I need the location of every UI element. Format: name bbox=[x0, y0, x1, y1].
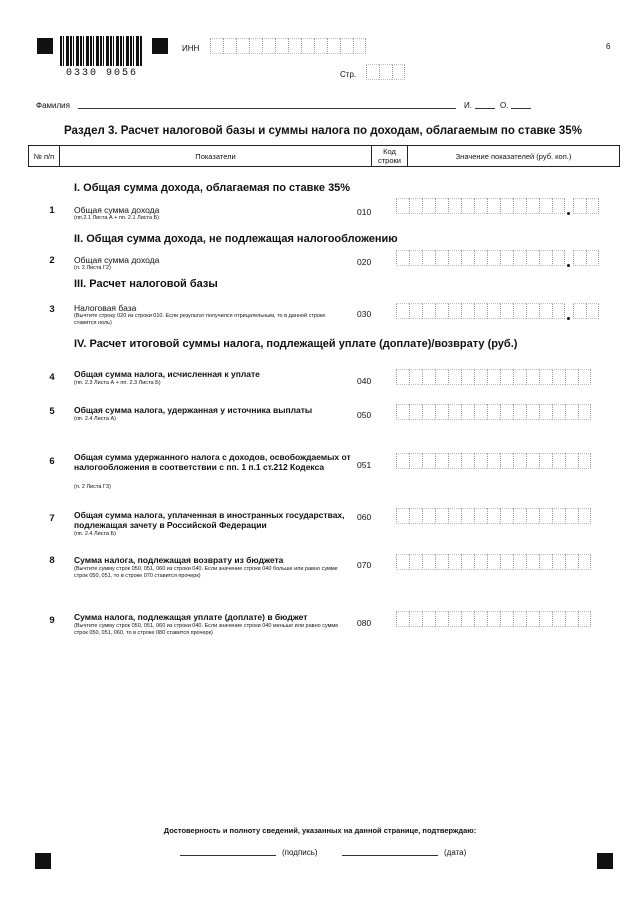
signature-field[interactable] bbox=[180, 855, 276, 856]
page-label: Стр. bbox=[340, 70, 357, 79]
header-code: Код строки bbox=[372, 146, 408, 166]
row-1-code: 010 bbox=[357, 207, 372, 217]
row-5-hint: (пп. 2.4 Листа А) bbox=[74, 416, 116, 422]
row-6-code: 051 bbox=[357, 460, 372, 470]
row-7-hint: (пп. 2.4 Листа Б) bbox=[74, 531, 116, 537]
header-indicators: Показатели bbox=[60, 146, 372, 166]
row-6-title: Общая сумма удержанного налога с доходов, освобождаемых от налогообложения в соответствии с пп. 1 п.1 ст.212 Кодекса bbox=[74, 452, 351, 472]
row-5-number: 5 bbox=[49, 406, 55, 417]
row-3-kop-cells[interactable] bbox=[573, 303, 599, 319]
row-1-value-cells[interactable] bbox=[396, 198, 565, 214]
row-3-hint: (Вычтите строку 020 из строки 010. Если результат получился отрицательным, то в данной строке ставится ноль) bbox=[74, 313, 326, 326]
row-5-code: 050 bbox=[357, 410, 372, 420]
row-6-value-cells[interactable] bbox=[396, 453, 591, 469]
initial-i-label: И. bbox=[464, 101, 472, 110]
page-cells[interactable] bbox=[366, 64, 405, 80]
row-3-number: 3 bbox=[49, 304, 55, 315]
row-3-value-cells[interactable] bbox=[396, 303, 565, 319]
initial-i-field[interactable] bbox=[475, 108, 495, 109]
initial-o-label: О. bbox=[500, 101, 509, 110]
date-field[interactable] bbox=[342, 855, 438, 856]
row-8-number: 8 bbox=[49, 555, 55, 566]
row-9-hint: (Вычтите сумму строк 050, 051, 060 из строки 040. Если значение строки 040 меньше или равно сумме строк 050, 051, 060, то в строке 080 ставится прочерк) bbox=[74, 623, 339, 636]
row-1-number: 1 bbox=[49, 205, 55, 216]
row-8-code: 070 bbox=[357, 560, 372, 570]
row-8-hint: (Вычтите сумму строк 050, 051, 060 из строки 040. Если значение строки 040 больше или равно сумме строк 050, 051, то в строке 070 ставится прочерк) bbox=[74, 566, 338, 579]
corner-marker-bottom-right bbox=[597, 853, 613, 869]
row-5-title: Общая сумма налога, удержанная у источника выплаты bbox=[74, 405, 313, 415]
table-header bbox=[28, 145, 620, 167]
row-7-title: Общая сумма налога, уплаченная в иностранных государствах, подлежащая зачету в Российской Федерации bbox=[74, 510, 345, 530]
row-1-decimal-dot bbox=[567, 212, 570, 215]
inn-label: ИНН bbox=[182, 44, 200, 53]
row-2-code: 020 bbox=[357, 257, 372, 267]
row-2-decimal-dot bbox=[567, 264, 570, 267]
section-title: Раздел 3. Расчет налоговой базы и суммы налога по доходам, облагаемым по ставке 35% bbox=[64, 125, 582, 137]
row-4-value-cells[interactable] bbox=[396, 369, 591, 385]
row-7-number: 7 bbox=[49, 513, 55, 524]
row-1-hint: (пп.2.1 Листа А + пп. 2.1 Листа Б) bbox=[74, 215, 160, 221]
date-label: (дата) bbox=[444, 848, 467, 857]
subsection-2-title: II. Общая сумма дохода, не подлежащая налогообложению bbox=[74, 233, 398, 245]
surname-field[interactable] bbox=[78, 108, 456, 109]
row-7-value-cells[interactable] bbox=[396, 508, 591, 524]
row-6-number: 6 bbox=[49, 456, 55, 467]
corner-marker-top-left bbox=[37, 38, 53, 54]
row-4-code: 040 bbox=[357, 376, 372, 386]
confirmation-text: Достоверность и полноту сведений, указанных на данной странице, подтверждаю: bbox=[163, 826, 477, 835]
row-2-value-cells[interactable] bbox=[396, 250, 565, 266]
row-4-number: 4 bbox=[49, 372, 55, 383]
row-3-decimal-dot bbox=[567, 317, 570, 320]
row-8-title: Сумма налога, подлежащая возврату из бюджета bbox=[74, 555, 284, 565]
row-9-code: 080 bbox=[357, 618, 372, 628]
row-6-hint: (п. 2 Листа Г3) bbox=[74, 484, 111, 490]
row-1-kop-cells[interactable] bbox=[573, 198, 599, 214]
barcode-number: 0330 9056 bbox=[66, 68, 139, 79]
initial-o-field[interactable] bbox=[511, 108, 531, 109]
row-2-hint: (п. 2 Листа Г2) bbox=[74, 265, 111, 271]
row-1-title: Общая сумма дохода bbox=[74, 205, 160, 215]
corner-marker-top-right bbox=[152, 38, 168, 54]
row-9-number: 9 bbox=[49, 615, 55, 626]
row-7-code: 060 bbox=[357, 512, 372, 522]
header-num: № п/п bbox=[28, 146, 60, 166]
row-2-kop-cells[interactable] bbox=[573, 250, 599, 266]
inn-cells[interactable] bbox=[210, 38, 366, 54]
corner-marker-bottom-left bbox=[35, 853, 51, 869]
row-5-value-cells[interactable] bbox=[396, 404, 591, 420]
row-2-number: 2 bbox=[49, 255, 55, 266]
row-4-hint: (пп. 2.3 Листа А + пп. 2.3 Листа Б) bbox=[74, 380, 161, 386]
row-9-title: Сумма налога, подлежащая уплате (доплате) в бюджет bbox=[74, 612, 308, 622]
page-corner-number: 6 bbox=[606, 42, 611, 51]
row-4-title: Общая сумма налога, исчисленная к уплате bbox=[74, 369, 260, 379]
row-3-code: 030 bbox=[357, 309, 372, 319]
row-8-value-cells[interactable] bbox=[396, 554, 591, 570]
subsection-1-title: I. Общая сумма дохода, облагаемая по ставке 35% bbox=[74, 182, 351, 194]
subsection-4-title: IV. Расчет итоговой суммы налога, подлежащей уплате (доплате)/возврату (руб.) bbox=[74, 338, 518, 350]
row-3-title: Налоговая база bbox=[74, 303, 137, 313]
barcode bbox=[60, 36, 142, 66]
header-value: Значение показателей (руб. коп.) bbox=[408, 146, 620, 166]
row-9-value-cells[interactable] bbox=[396, 611, 591, 627]
surname-label: Фамилия bbox=[36, 101, 70, 110]
row-2-title: Общая сумма дохода bbox=[74, 255, 160, 265]
signature-label: (подпись) bbox=[282, 848, 318, 857]
subsection-3-title: III. Расчет налоговой базы bbox=[74, 278, 218, 290]
